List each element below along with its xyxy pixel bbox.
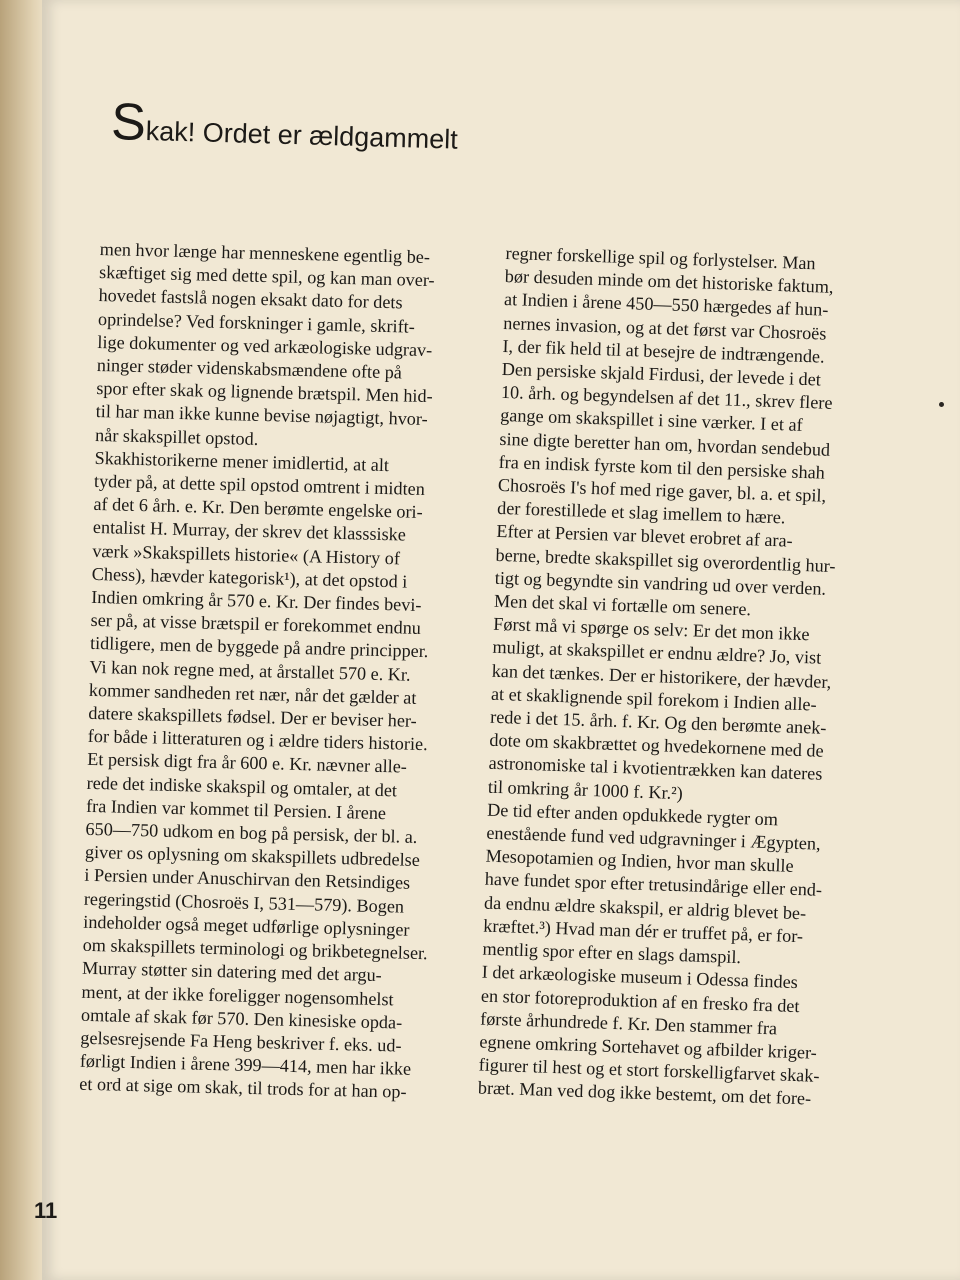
text-line: Først må vi spørge os selv: Er det mon ikke <box>492 614 810 645</box>
text-line: kræftet.³) Hvad man dér er truffet på, er for- <box>482 915 804 947</box>
text-line: entalist H. Murray, der skrev det klasssiske <box>92 517 407 545</box>
text-line: ninger støder videnskabsmændene ofte på <box>96 354 403 383</box>
text-line: lige dokumenter og ved arkæologiske udgrav- <box>97 331 433 360</box>
text-line: men hvor længe har menneskene egentlig be- <box>99 238 431 268</box>
text-line: at Indien i årene 450—550 hærgedes af hun- <box>503 289 829 321</box>
text-line: mentlig spor efter en slags damspil. <box>482 938 742 968</box>
text-line: af det 6 årh. e. Kr. Den berømte engelske ori- <box>93 494 423 523</box>
text-line: 10. årh. og begyndelsen af det 11., skrev flere <box>500 382 833 414</box>
text-line: en stor fotoreproduktion af en fresko fra det <box>480 985 800 1016</box>
text-line: Skakhistorikerne mener imidlertid, at alt <box>94 447 390 475</box>
text-line: der forestillede et slag imellem to hære. <box>496 498 786 528</box>
text-line: Murray støtter sin datering med det argu- <box>81 958 382 986</box>
text-line: fra en indisk fyrste kom til den persiske shah <box>498 451 826 483</box>
text-line: Chosroës I's hof med rige gaver, bl. a. et spil, <box>497 474 827 506</box>
text-line: 650—750 udkom en bog på persisk, der bl. a. <box>85 818 418 848</box>
text-line: et ord at sige om skak, til trods for at han op- <box>79 1074 407 1103</box>
page-number: 11 <box>34 1198 58 1223</box>
text-line: muligt, at skakspillet er endnu ældre? Jo, vist <box>492 637 822 669</box>
text-line: spor efter skak og lignende brætspil. Men hid- <box>96 378 433 407</box>
text-line: regner forskellige spil og forlystelser. Man <box>505 242 816 274</box>
text-line: oprindelse? Ved forskninger i gamle, skrift- <box>97 308 416 337</box>
text-line: figurer til hest og et stort forskelligfarvet skak- <box>478 1054 820 1086</box>
text-line: til omkring år 1000 f. Kr.²) <box>487 776 684 803</box>
text-line: Indien omkring år 570 e. Kr. Der findes bevi- <box>90 586 422 616</box>
text-line: enestående fund ved udgravninger i Ægypten, <box>486 822 821 854</box>
text-line: førligt Indien i årene 399—414, men har ikke <box>79 1050 412 1079</box>
text-line: berne, bredte skakspillet sig overordentlig hur- <box>495 544 836 576</box>
text-line: indeholder også meget udførlige oplysninger <box>83 911 410 940</box>
text-line: regeringstid (Chosroës I, 531—579). Bogen <box>83 888 405 917</box>
text-line: for både i litteraturen og i ældre tiders historie. <box>87 726 428 755</box>
text-line: omtale af skak før 570. Den kinesiske opda- <box>80 1004 403 1033</box>
text-line: De tid efter anden opdukkede rygter om <box>486 799 779 830</box>
left-text-column <box>79 238 492 1106</box>
right-text-column <box>478 242 906 1113</box>
text-line: skæftiget sig med dette spil, og kan man over- <box>98 262 435 291</box>
text-line: datere skakspillets fødsel. Der er beviser her- <box>88 702 417 731</box>
text-line: Et persisk digt fra år 600 e. Kr. nævner alle- <box>87 749 408 778</box>
text-line: tyder på, at dette spil opstod omtrent i midten <box>93 470 426 500</box>
text-line: rede det indiske skakspil og omtaler, at det <box>86 772 398 801</box>
text-line: tigt og begyndte sin vandring ud over verden. <box>494 567 827 599</box>
text-line: bræt. Man ved dog ikke bestemt, om det fore- <box>477 1077 812 1109</box>
text-line: gange om skakspillet i sine værker. I et af <box>499 405 803 436</box>
text-line: sine digte beretter han om, hvordan sendebud <box>499 428 831 460</box>
text-line: kommer sandheden ret nær, når det gælder at <box>88 679 417 708</box>
text-line: kan det tænkes. Der er historikere, der hævder, <box>491 660 832 692</box>
text-line: Men det skal vi fortælle om senere. <box>493 590 752 620</box>
text-line: gelsesrejsende Fa Heng beskriver f. eks. ud- <box>80 1027 402 1056</box>
book-page-edge <box>0 0 48 1280</box>
text-line: tidligere, men de byggede på andre principper. <box>89 633 429 662</box>
text-line: dote om skakbrættet og hvedekornene med de <box>489 729 824 762</box>
text-line: fra Indien var kommet til Persien. I årene <box>85 795 387 824</box>
text-line: bør desuden minde om det historiske faktum, <box>504 266 834 298</box>
text-line: I, der fik held til at besejre de indtrængende. <box>502 335 825 367</box>
text-line: Mesopotamien og Indien, hvor man skulle <box>485 845 794 877</box>
text-line: Chess), hævder kategorisk¹), at det opstod i <box>91 563 408 592</box>
text-line: da endnu ældre skakspil, er aldrig blevet be- <box>483 892 807 924</box>
text-line: nernes invasion, og at det først var Chosroës <box>502 312 827 344</box>
text-line: ment, at der ikke foreligger nogensomhelst <box>81 981 394 1009</box>
text-line: Den persiske skjald Firdusi, der levede i det <box>501 358 822 390</box>
title-text: kak! Ordet er ældgammelt <box>145 115 459 155</box>
text-line: egnene omkring Sortehavet og afbilder kriger- <box>479 1031 818 1063</box>
ink-speck <box>939 402 944 407</box>
text-line: i Persien under Anuschirvan den Retsindiges <box>84 865 411 894</box>
page-title <box>110 93 459 158</box>
title-initial: S <box>110 93 147 152</box>
text-line: astronomiske tal i kvotientrækken kan dateres <box>488 753 823 785</box>
text-line: hovedet fastslå nogen eksakt dato for dets <box>98 285 403 313</box>
text-line: have fundet spor efter tretusindårige eller end- <box>484 869 823 901</box>
text-line: om skakspillets terminologi og brikbetegnelser. <box>82 934 428 964</box>
text-line: giver os oplysning om skakspillets udbredelse <box>84 842 421 871</box>
text-line: at et skaklignende spil forekom i Indien alle- <box>490 683 817 715</box>
text-line: Efter at Persien var blevet erobret af ara- <box>496 521 793 552</box>
text-line: når skakspillet opstod. <box>94 424 259 449</box>
text-line: I det arkæologiske museum i Odessa findes <box>481 961 799 993</box>
text-line: ser på, at visse brætspil er forekommet endnu <box>90 610 422 639</box>
text-line: rede i det 15. årh. f. Kr. Og den berømte anek- <box>489 706 827 738</box>
text-line: værk »Skakspillets historie« (A History of <box>92 540 401 569</box>
text-line: til har man ikke kunne bevise nøjagtigt, hvor- <box>95 401 428 430</box>
text-line: Vi kan nok regne med, at årstallet 570 e. Kr. <box>89 656 411 685</box>
text-line: første århundrede f. Kr. Den stammer fra <box>479 1008 778 1039</box>
